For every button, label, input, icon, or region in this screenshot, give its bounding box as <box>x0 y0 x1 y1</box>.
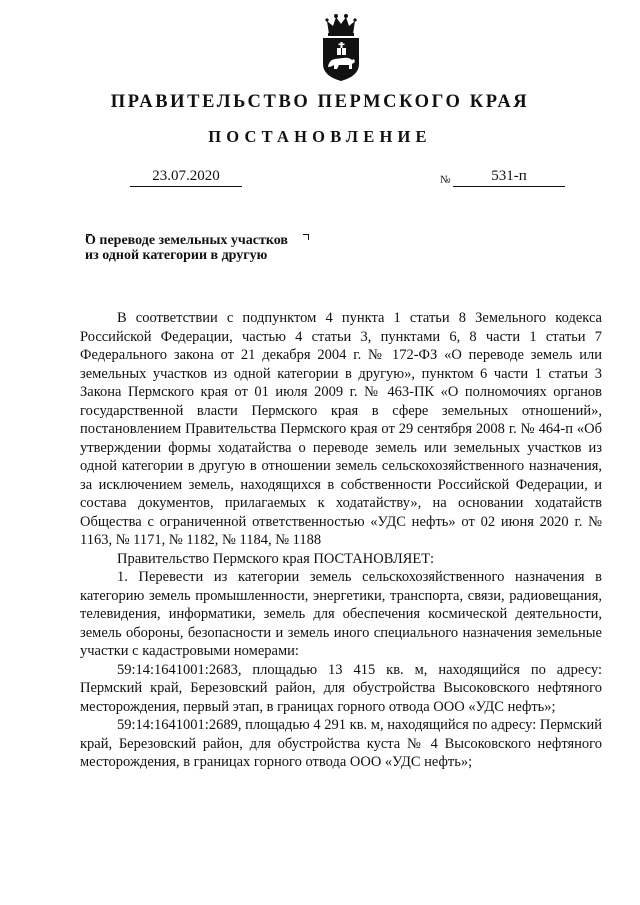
document-date: 23.07.2020 <box>130 168 242 187</box>
subject-line-2: из одной категории в другую <box>85 248 268 263</box>
preamble-paragraph: В соответствии с подпунктом 4 пункта 1 статьи 8 Земельного кодекса Российской Федерации, частью 4 статьи 3, пунктами 6, 8 части 1 статьи 7 Федерального закона от 21 декабря 2004 г. № 172-ФЗ «О переводе земель или земельных участков из одной категории в другую», пунктом 6 части 1 статьи 3 Закона Пермского края от 01 июля 2009 г. № 463-ПК «О полномочиях органов государственной власти Пермского края в сфере земельных отношений», постановлением Правительства Пермского края от 29 сентября 2008 г. № 464-п «Об утверждении формы ходатайства о переводе земель или земельных участков из одной категории в другую в отношении земель сельскохозяйственного назначения, за исключением земель, находящихся в собственности Российской Федерации, и состава документов, прилагаемых к ходатайству», на основании ходатайств Общества с ограниченной ответственностью «УДС нефть» от 02 июня 2020 г. № 1163, № 1171, № 1182, № 1184, № 1188 <box>80 310 602 548</box>
clause-1-paragraph: 1. Перевести из категории земель сельскохозяйственного назначения в категорию земель промышленности, энергетики, транспорта, связи, радиовещания, телевидения, информатики, земель для обеспечения космической деятельности, земель обороны, безопасности и земель иного специального назначения земельные участки с кадастровыми номерами: <box>80 569 602 659</box>
coat-of-arms-icon <box>319 12 363 82</box>
resolution-paragraph: Правительство Пермского края ПОСТАНОВЛЯЕТ: <box>117 550 435 567</box>
document-subject <box>85 233 325 263</box>
document-body <box>80 309 602 772</box>
subject-line-1: О переводе земельных участков <box>85 233 288 248</box>
parcel-item: 59:14:1641001:2683, площадью 13 415 кв. м, находящийся по адресу: Пермский край, Березовский район, для обустройства Высоковского нефтяного месторождения, первый этап, в границах горного отвода ООО «УДС нефть»; <box>80 661 602 715</box>
parcel-item: 59:14:1641001:2689, площадью 4 291 кв. м, находящийся по адресу: Пермский край, Березовский район, для обустройства куста № 4 Высоковского нефтяного месторождения, в границах горного отвода ООО «УДС нефть»; <box>80 717 602 770</box>
number-sign: № <box>440 174 451 186</box>
organization-name: ПРАВИТЕЛЬСТВО ПЕРМСКОГО КРАЯ <box>110 92 530 112</box>
document-type: ПОСТАНОВЛЕНИЕ <box>208 127 432 146</box>
document-number: 531-п <box>453 168 565 187</box>
